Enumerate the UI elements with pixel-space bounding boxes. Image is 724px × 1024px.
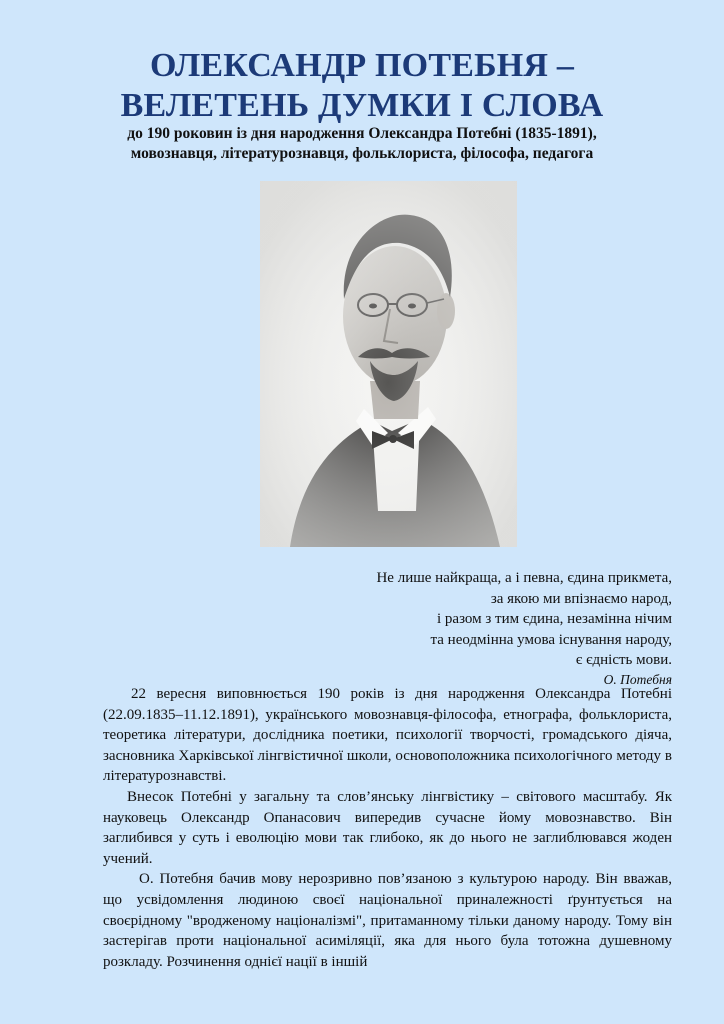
paragraph: О. Потебня бачив мову нерозривно пов’язаною з культурою народу. Він вважав, що усвідомлення людиною своєї національної приналежності ґрунтується на своєрідному "вродженому націоналізмі", притаманному тільки даному народу. Тому він застерігав проти національної асиміляції, яка для нього була тотожна душевному розкладу. Розчинення однієї нації в іншій [103, 871, 672, 970]
quote-author: О. Потебня [603, 671, 672, 687]
quote-line: і разом з тим єдина, незамінна нічим [437, 611, 672, 628]
quote-line: за якою ми впізнаємо народ, [490, 590, 672, 607]
title-line-2: ВЕЛЕТЕНЬ ДУМКИ І СЛОВА [120, 87, 604, 124]
subtitle-line-2: мовознавця, літературознавця, фольклориста, філософа, педагога [130, 145, 594, 162]
quote-line: є єдність мови. [575, 652, 672, 669]
portrait-photo [260, 181, 517, 547]
title-line-1: ОЛЕКСАНДР ПОТЕБНЯ – [149, 47, 575, 84]
quote-line: та неодмінна умова існування народу, [430, 631, 672, 648]
paragraph: 22 вересня виповнюється 190 років із дня народження Олександра Потебні (22.09.1835–11.12.1891), українського мовознавця-філософа, етнографа, фольклориста, теоретика літератури, дослідника поетики, психології творчості, громадського діяча, засновника Харківської лінгвістичної школи, основоположника психологічного методу в літературознавстві. [103, 686, 672, 785]
article-body [103, 684, 672, 972]
paragraph: Внесок Потебні у загальну та слов’янську лінгвістику – світового масштабу. Як науковець Олександр Опанасович випередив сучасне йому мовознавство. Він заглибився у суть і еволюцію мови так глибоко, як до нього не заглиблювався жоден учений. [103, 788, 672, 867]
subtitle-line-1: до 190 роковин із дня народження Олександра Потебні (1835-1891), [127, 125, 597, 142]
epigraph-quote [376, 568, 672, 689]
quote-line: Не лише найкраща, а і певна, єдина прикмета, [376, 570, 672, 586]
